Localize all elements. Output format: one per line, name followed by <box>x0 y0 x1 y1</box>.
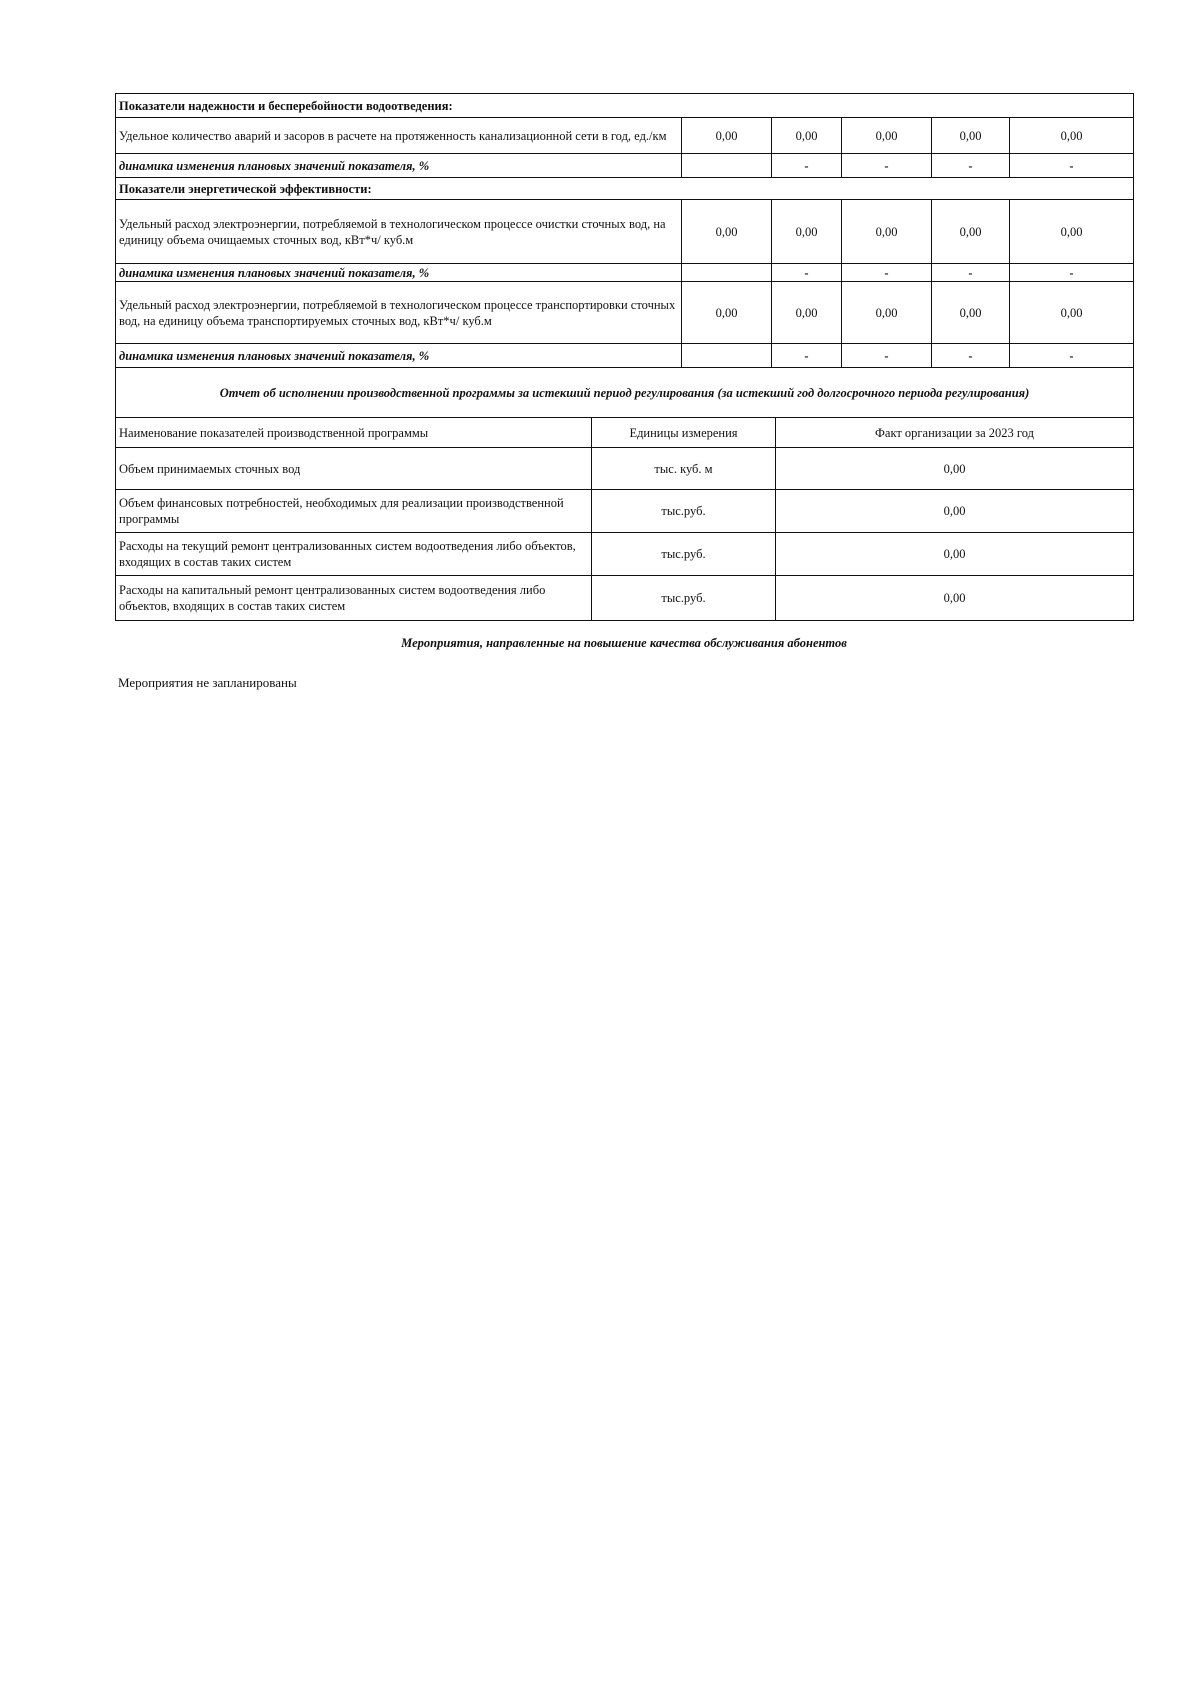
energy-row <box>116 282 1134 344</box>
production-table <box>115 417 1134 621</box>
energy-row-label: Удельный расход электроэнергии, потребляемой в технологическом процессе транспортировки сточных вод, на единицу объема транспортируемых сточных вод, кВт*ч/ куб.м <box>116 282 682 344</box>
row-name: Расходы на текущий ремонт централизованных систем водоотведения либо объектов, входящих в состав таких систем <box>116 533 592 576</box>
value-cell: 0,00 <box>682 200 772 264</box>
value-cell: 0,00 <box>932 200 1010 264</box>
value-cell: 0,00 <box>682 282 772 344</box>
dynamics-cell: - <box>842 344 932 368</box>
dynamics-cell: - <box>842 154 932 178</box>
reliability-header-row <box>116 94 1134 118</box>
measures-title: Мероприятия, направленные на повышение качества обслуживания абонентов <box>401 636 847 650</box>
dynamics-cell: - <box>1010 154 1134 178</box>
header-fact: Факт организации за 2023 год <box>776 418 1134 448</box>
row-unit: тыс.руб. <box>592 576 776 621</box>
table-row <box>116 448 1134 490</box>
reliability-row-label: Удельное количество аварий и засоров в расчете на протяженность канализационной сети в год, ед./км <box>116 118 682 154</box>
dynamics-cell <box>682 154 772 178</box>
energy-header: Показатели энергетической эффективности: <box>116 178 1134 200</box>
energy-row <box>116 200 1134 264</box>
indicators-table <box>115 93 1134 418</box>
value-cell: 0,00 <box>682 118 772 154</box>
row-unit: тыс.руб. <box>592 533 776 576</box>
dynamics-label: динамика изменения плановых значений показателя, % <box>116 344 682 368</box>
dynamics-cell: - <box>932 154 1010 178</box>
row-fact: 0,00 <box>776 533 1134 576</box>
value-cell: 0,00 <box>932 282 1010 344</box>
production-header-row <box>116 418 1134 448</box>
value-cell: 0,00 <box>932 118 1010 154</box>
value-cell: 0,00 <box>1010 200 1134 264</box>
energy-row-label: Удельный расход электроэнергии, потребляемой в технологическом процессе очистки сточных вод, на единицу объема очищаемых сточных вод, кВт*ч/ куб.м <box>116 200 682 264</box>
reliability-row <box>116 118 1134 154</box>
row-unit: тыс.руб. <box>592 490 776 533</box>
dynamics-cell: - <box>772 154 842 178</box>
dynamics-cell <box>682 264 772 282</box>
dynamics-cell: - <box>1010 264 1134 282</box>
dynamics-cell: - <box>932 344 1010 368</box>
value-cell: 0,00 <box>842 200 932 264</box>
dynamics-cell <box>682 344 772 368</box>
value-cell: 0,00 <box>772 118 842 154</box>
table-row <box>116 576 1134 621</box>
table-row <box>116 490 1134 533</box>
measures-note: Мероприятия не запланированы <box>118 675 297 690</box>
value-cell: 0,00 <box>772 200 842 264</box>
header-unit: Единицы измерения <box>592 418 776 448</box>
energy-header-row <box>116 178 1134 200</box>
row-fact: 0,00 <box>776 448 1134 490</box>
row-unit: тыс. куб. м <box>592 448 776 490</box>
dynamics-cell: - <box>932 264 1010 282</box>
row-fact: 0,00 <box>776 490 1134 533</box>
dynamics-label: динамика изменения плановых значений показателя, % <box>116 264 682 282</box>
dynamics-row <box>116 154 1134 178</box>
dynamics-cell: - <box>1010 344 1134 368</box>
report-title: Отчет об исполнении производственной программы за истекший период регулирования (за истекший год долгосрочного периода регулирования) <box>116 368 1134 418</box>
row-name: Расходы на капитальный ремонт централизованных систем водоотведения либо объектов, входящих в состав таких систем <box>116 576 592 621</box>
value-cell: 0,00 <box>772 282 842 344</box>
row-name: Объем финансовых потребностей, необходимых для реализации производственной программы <box>116 490 592 533</box>
row-name: Объем принимаемых сточных вод <box>116 448 592 490</box>
report-title-row <box>116 368 1134 418</box>
dynamics-label: динамика изменения плановых значений показателя, % <box>116 154 682 178</box>
row-fact: 0,00 <box>776 576 1134 621</box>
reliability-header: Показатели надежности и бесперебойности водоотведения: <box>116 94 1134 118</box>
value-cell: 0,00 <box>1010 282 1134 344</box>
dynamics-cell: - <box>772 264 842 282</box>
dynamics-cell: - <box>842 264 932 282</box>
value-cell: 0,00 <box>842 282 932 344</box>
value-cell: 0,00 <box>1010 118 1134 154</box>
value-cell: 0,00 <box>842 118 932 154</box>
dynamics-row <box>116 264 1134 282</box>
dynamics-cell: - <box>772 344 842 368</box>
header-name: Наименование показателей производственной программы <box>116 418 592 448</box>
dynamics-row <box>116 344 1134 368</box>
table-row <box>116 533 1134 576</box>
